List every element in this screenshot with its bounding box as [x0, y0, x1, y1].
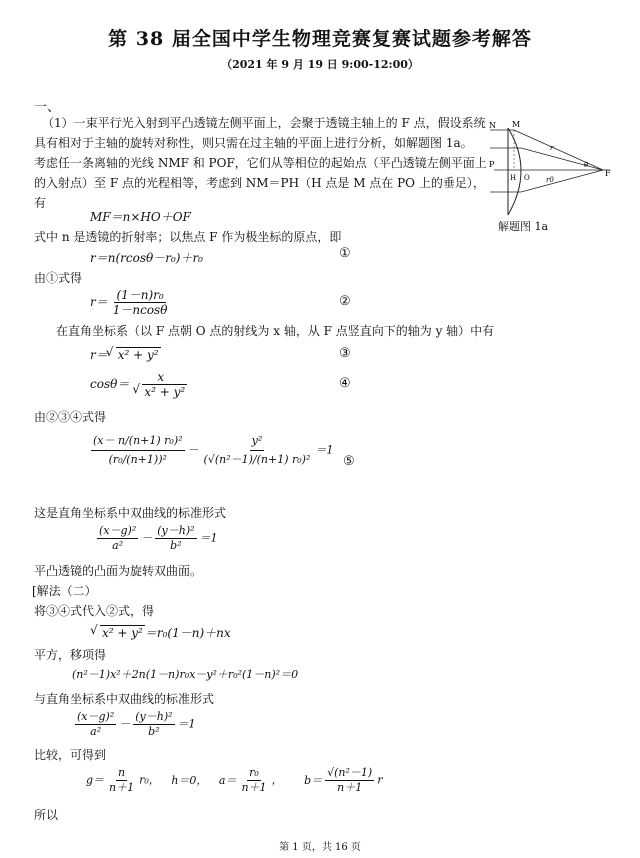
- paragraph-line: 的入射点）至 F 点的光程相等，考虑到 NM＝PH（H 点是 M 点在 PO 上的垂足），: [34, 176, 485, 190]
- page-title: 第 38 届全国中学生物理竞赛复赛试题参考解答: [108, 28, 532, 50]
- exam-time: （2021 年 9 月 19 日 9:00-12:00）: [221, 58, 419, 71]
- figure-caption: 解题图 1a: [498, 220, 549, 233]
- paragraph-line: 有: [34, 196, 47, 210]
- equation-standard-form: $\frac{\text{(x－g)²}}{\text{a²}}$ － $\frac{\text{(y－h)²}}{\text{b²}}$ ＝1: [77, 710, 196, 738]
- figure-label-O: O: [524, 174, 530, 182]
- refracted-ray: [521, 170, 603, 192]
- paragraph-line: [解法（二）: [32, 584, 97, 598]
- figure-label-P: P: [489, 160, 495, 169]
- figure-label-N: N: [489, 121, 496, 130]
- paragraph-line: 考虑任一条离轴的光线 NMF 和 POF，它们从等相位的起始点（平凸透镜左侧平面上: [34, 156, 487, 170]
- equation-number: ③: [339, 346, 351, 361]
- paragraph-line: 在直角坐标系（以 F 点朝 O 点的射线为 x 轴，从 F 点竖直向下的轴为 y 轴）中有: [56, 324, 495, 338]
- equation-number: ②: [339, 294, 351, 309]
- equation-squared: (n²－1)x²＋2n(1－n)r₀x－y²＋r₀²(1－n)²＝0: [72, 668, 299, 681]
- figure-label-theta: θ: [584, 161, 589, 169]
- paragraph-line: 由②③④式得: [34, 410, 107, 424]
- equation-5: $\frac{\text{(x－ n/(n+1) r₀)²}}{\text{(r₀/(n+1))²}}$ － $\frac{\text{y²}}{\text{(√(n²－1)/(n+1) r₀)²}}$ ＝1: [93, 434, 334, 466]
- page-footer: 第 1 页，共 16 页: [279, 842, 361, 853]
- lens-diagram-figure: [488, 120, 614, 220]
- equation-3: r＝√ x² + y²: [90, 346, 161, 363]
- equation-results: g＝ $\frac{n}{n+1}$ r₀， h＝0， a＝ $\frac{\text{r₀}}{n+1}$ ， b＝ $\frac{\text{√(n²－1)}}{n+1}$ r: [86, 766, 383, 794]
- paragraph-line: 具有相对于主轴的旋转对称性，则只需在过主轴的平面上进行分析，如解题图 1a。: [34, 136, 473, 150]
- equation-number: ⑤: [343, 454, 355, 469]
- paragraph-line: 与直角坐标系中双曲线的标准形式: [34, 692, 215, 706]
- section-label: 一、: [34, 100, 61, 115]
- equation-MF: MF＝n×HO＋OF: [90, 210, 191, 224]
- figure-label-H: H: [510, 174, 517, 182]
- paragraph-line: 由①式得: [34, 271, 83, 285]
- paragraph-line: 平凸透镜的凸面为旋转双曲面。: [34, 564, 203, 578]
- equation-number: ④: [339, 376, 351, 391]
- figure-label-r: r: [550, 144, 554, 152]
- paragraph-line: 所以: [34, 808, 59, 822]
- figure-label-M: M: [512, 120, 521, 129]
- paragraph-line: 式中 n 是透镜的折射率；以焦点 F 作为极坐标的原点，即: [34, 230, 342, 244]
- lens-convex-face: [508, 128, 521, 215]
- paragraph-line: 平方，移项得: [34, 648, 107, 662]
- paragraph-line: 这是直角坐标系中双曲线的标准形式: [34, 506, 227, 520]
- figure-label-F: F: [605, 169, 611, 178]
- paragraph-line: 比较，可得到: [34, 748, 107, 762]
- equation-standard-form: $\frac{\text{(x－g)²}}{\text{a²}}$ － $\frac{\text{(y－h)²}}{\text{b²}}$ ＝1: [99, 524, 218, 552]
- equation-1: r＝n(rcosθ－r₀)＋r₀: [90, 251, 203, 265]
- equation-substituted: √ x² + y² ＝r₀(1－n)＋nx: [92, 624, 231, 641]
- figure-label-r0: r0: [546, 176, 554, 184]
- equation-4: cosθ＝ x √ x² + y²: [90, 370, 192, 399]
- equation-2: r＝ $\frac{\text{(1－n)r₀}}{1-ncos\theta}$: [90, 288, 168, 317]
- paragraph-line: （1）一束平行光入射到平凸透镜左侧平面上，会聚于透镜主轴上的 F 点，假设系统: [42, 116, 486, 130]
- paragraph-line: 将③④式代入②式，得: [34, 604, 155, 618]
- equation-number: ①: [339, 246, 351, 261]
